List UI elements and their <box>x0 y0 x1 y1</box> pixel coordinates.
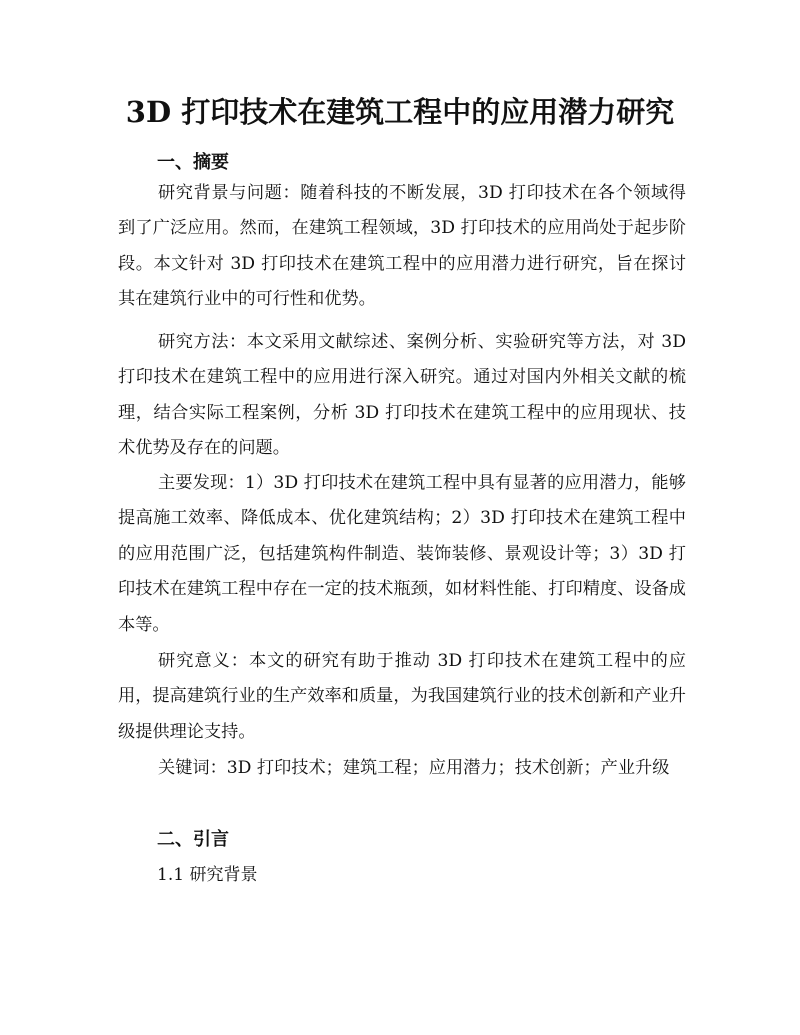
abstract-heading: 一、摘要 <box>157 152 229 173</box>
abstract-background-paragraph: 研究背景与问题：随着科技的不断发展，3D 打印技术在各个领域得到了广泛应用。然而，在建筑工程领域，3D 打印技术的应用尚处于起步阶段。本文针对 3D 打印技术在建筑工程中的应用潜力进行研究，旨在探讨其在建筑行业中的可行性和优势。 <box>118 183 686 310</box>
document-title: 3D 打印技术在建筑工程中的应用潜力研究 <box>125 95 675 129</box>
abstract-significance-paragraph: 研究意义：本文的研究有助于推动 3D 打印技术在建筑工程中的应用，提高建筑行业的生产效率和质量，为我国建筑行业的技术创新和产业升级提供理论支持。 <box>118 651 686 742</box>
introduction-heading: 二、引言 <box>157 829 229 850</box>
abstract-method-paragraph: 研究方法：本文采用文献综述、案例分析、实验研究等方法，对 3D 打印技术在建筑工程中的应用进行深入研究。通过对国内外相关文献的梳理，结合实际工程案例，分析 3D 打印技术在建筑工程中的应用现状、技术优势及存在的问题。 <box>118 332 686 459</box>
abstract-findings-paragraph: 主要发现：1）3D 打印技术在建筑工程中具有显著的应用潜力，能够提高施工效率、降低成本、优化建筑结构；2）3D 打印技术在建筑工程中的应用范围广泛，包括建筑构件制造、装饰装修、景观设计等；3）3D 打印技术在建筑工程中存在一定的技术瓶颈，如材料性能、打印精度、设备成本等。 <box>118 473 686 635</box>
research-background-subheading: 1.1 研究背景 <box>157 865 258 885</box>
keywords-paragraph: 关键词：3D 打印技术；建筑工程；应用潜力；技术创新；产业升级 <box>158 758 670 778</box>
